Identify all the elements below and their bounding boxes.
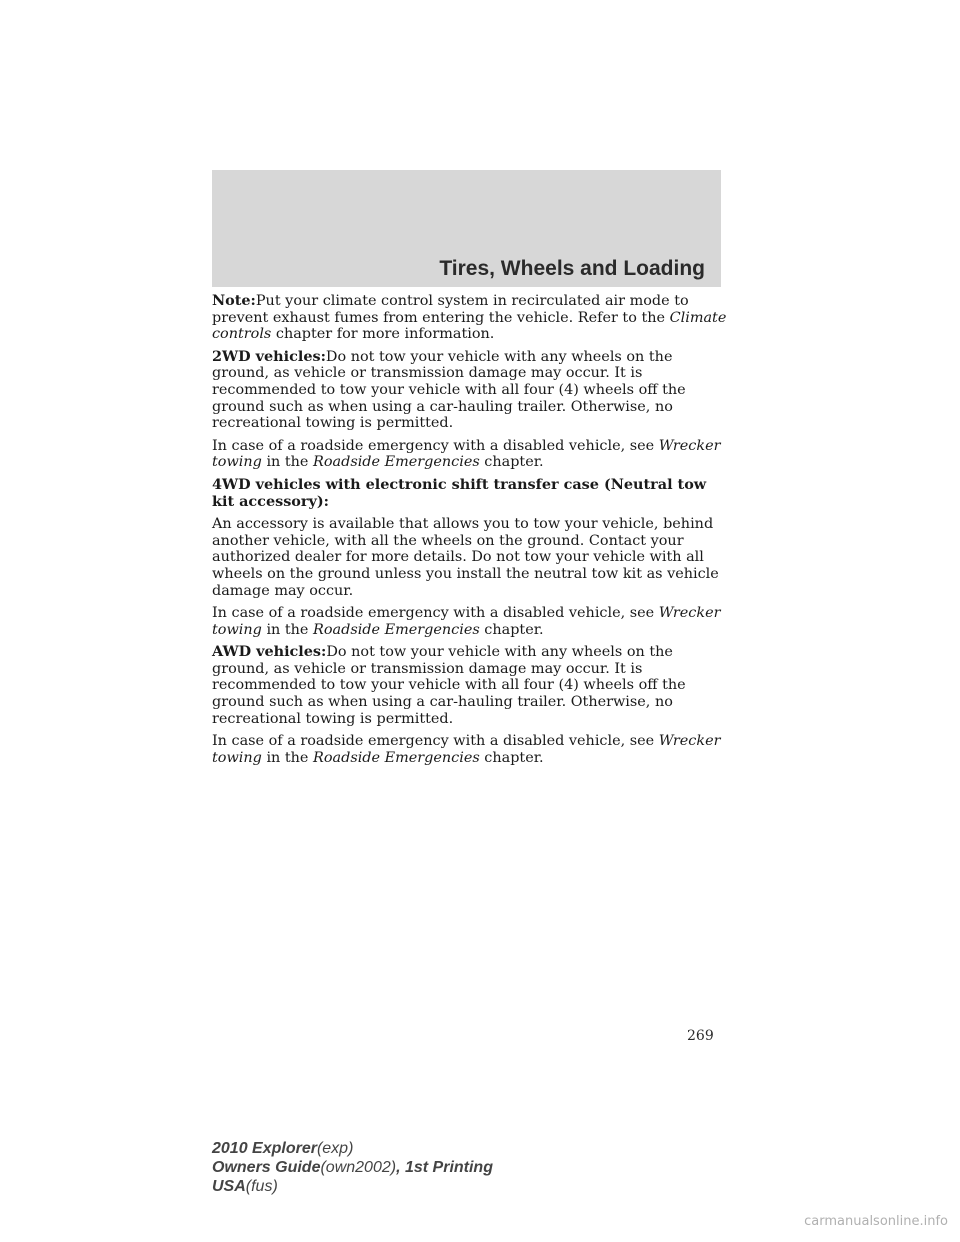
body-text xyxy=(212,293,732,772)
label-note: Note: xyxy=(212,292,256,309)
ref-roadside-emergencies: Roadside Emergencies xyxy=(313,749,480,766)
label-awd: AWD vehicles: xyxy=(212,643,327,661)
ref-roadside-emergencies: Roadside Emergencies xyxy=(313,454,480,471)
paragraph-emergency-2: In case of a roadside emergency with a disabled vehicle, see Wrecker towing in the Roadside Emergencies chapter. xyxy=(212,605,721,638)
ref-wrecker-towing: Wrecker towing xyxy=(212,437,721,471)
chapter-header-band xyxy=(212,170,721,287)
label-2wd: 2WD vehicles: xyxy=(212,347,326,365)
chapter-title: Tires, Wheels and Loading xyxy=(439,257,705,280)
footer-line-2: Owners Guide(own2002), 1st Printing xyxy=(212,1159,493,1176)
footer-line-3: USA(fus) xyxy=(212,1178,278,1195)
footer-line-1: 2010 Explorer(exp) xyxy=(212,1140,354,1157)
paragraph-note: Note:Put your climate control system in recirculated air mode to prevent exhaust fumes from entering the vehicle. Refer to the Climate controls chapter for more information. xyxy=(212,292,727,343)
ref-wrecker-towing: Wrecker towing xyxy=(212,605,721,638)
paragraph-2wd: 2WD vehicles:Do not tow your vehicle with any wheels on the ground, as vehicle or transmission damage may occur. It is recommended to tow your vehicle with all four (4) wheels off the ground such as when using a car-hauling trailer. Otherwise, no recreational towing is permitted. xyxy=(212,347,686,432)
ref-wrecker-towing: Wrecker towing xyxy=(212,733,721,766)
paragraph-emergency-3: In case of a roadside emergency with a disabled vehicle, see Wrecker towing in the Roadside Emergencies chapter. xyxy=(212,733,721,766)
document-footer xyxy=(212,1139,493,1196)
paragraph-emergency-1: In case of a roadside emergency with a disabled vehicle, see Wrecker towing in the Roadside Emergencies chapter. xyxy=(212,437,721,471)
paragraph-accessory: An accessory is available that allows you to tow your vehicle, behind another vehicle, with all the wheels on the ground. Contact your authorized dealer for more details. Do not tow your vehicle with all wheels on the ground unless you install the neutral tow kit as vehicle damage may occur. xyxy=(212,516,719,599)
watermark: carmanualsonline.info xyxy=(804,1214,948,1229)
page-number: 269 xyxy=(687,1028,714,1044)
heading-4wd: 4WD vehicles with electronic shift transfer case (Neutral tow kit accessory): xyxy=(212,475,707,510)
paragraph-awd: AWD vehicles:Do not tow your vehicle with any wheels on the ground, as vehicle or transmission damage may occur. It is recommended to tow your vehicle with all four (4) wheels off the ground such as when using a car-hauling trailer. Otherwise, no recreational towing is permitted. xyxy=(212,643,686,727)
ref-roadside-emergencies: Roadside Emergencies xyxy=(313,621,480,638)
ref-climate-controls: Climate controls xyxy=(212,309,727,343)
